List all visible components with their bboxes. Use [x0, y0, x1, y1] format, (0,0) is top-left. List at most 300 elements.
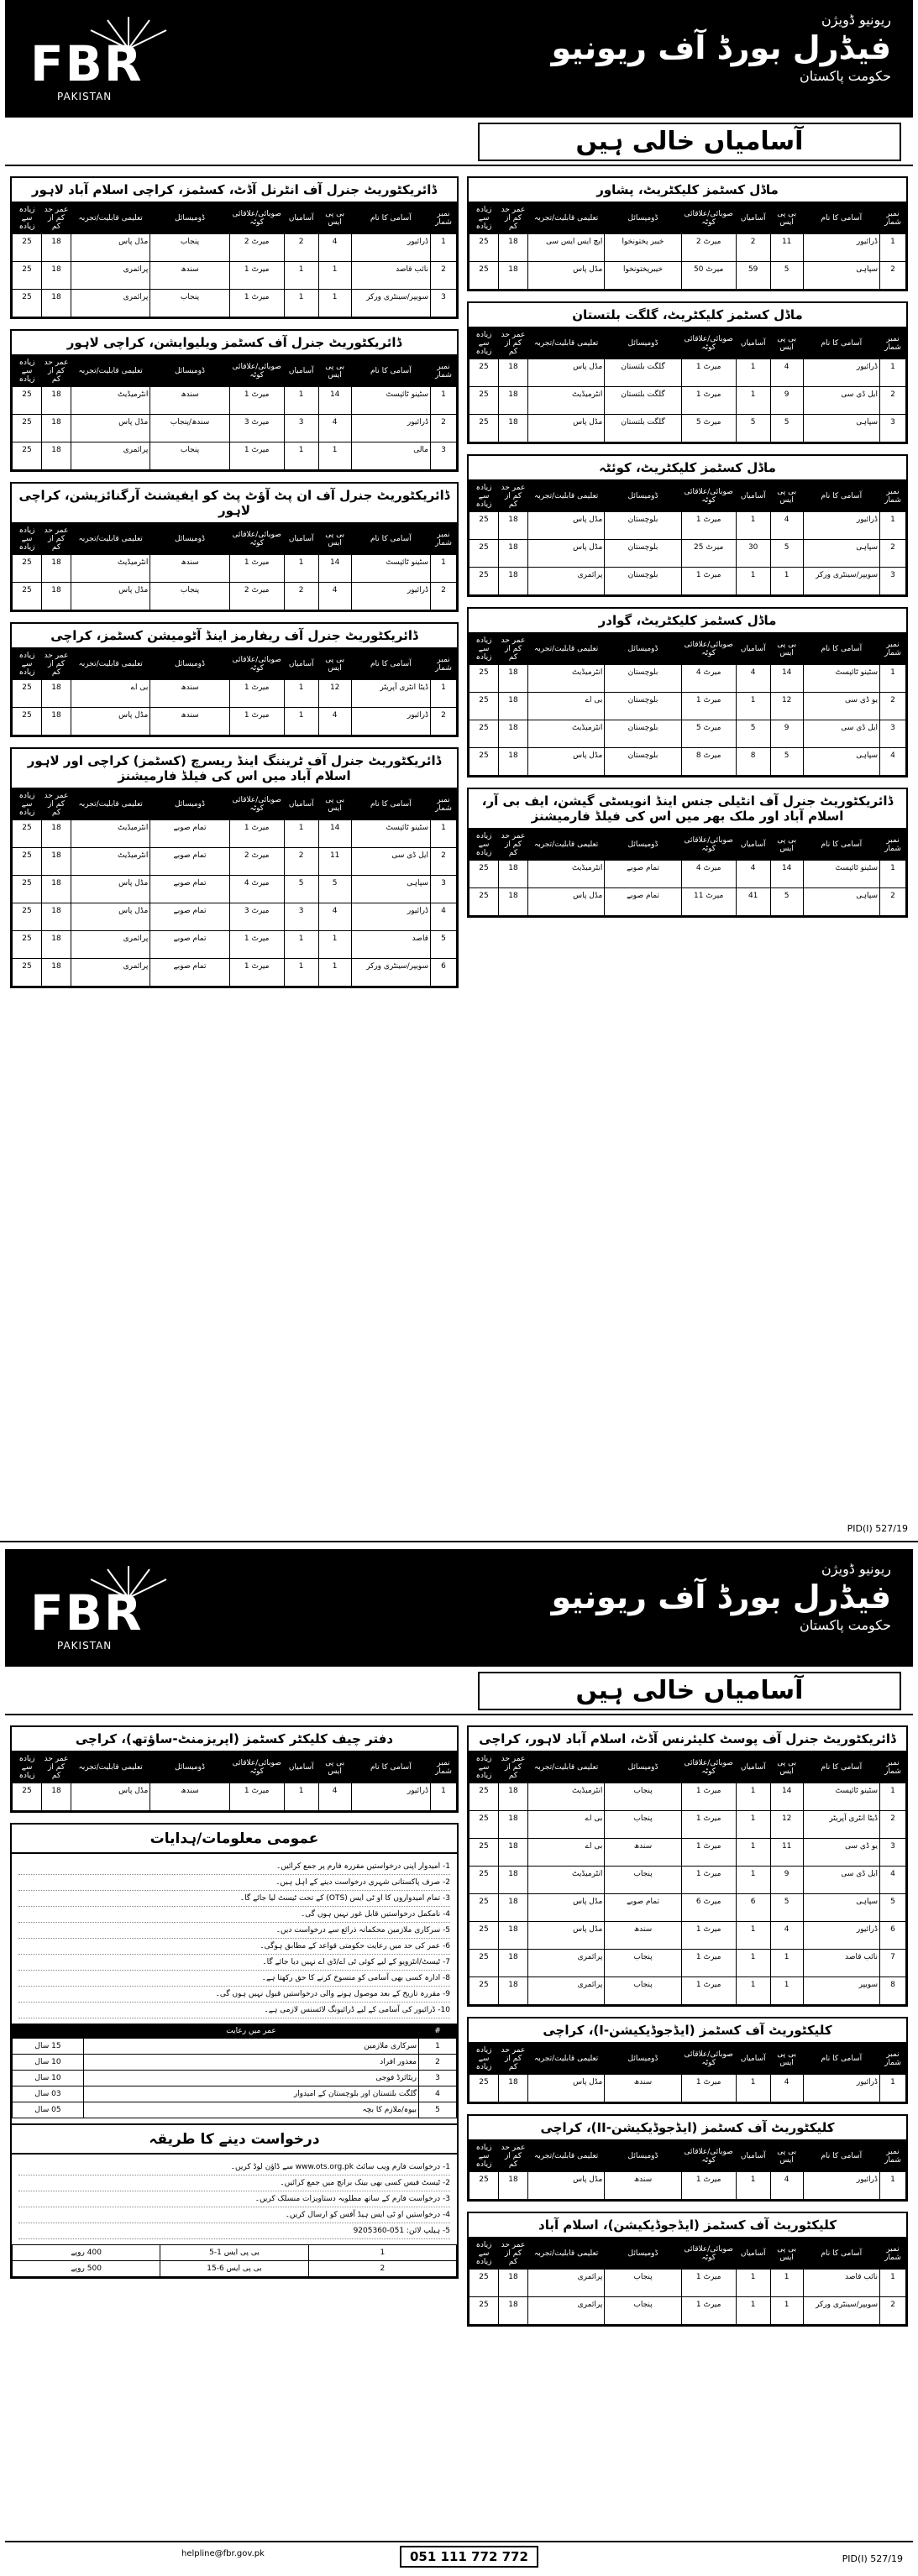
table-cell: 1 — [880, 861, 906, 888]
table-cell: 1 — [736, 512, 770, 540]
table-cell: خیبرپختونخوا — [605, 262, 681, 290]
table-cell: ایچ ایس ایس سی — [528, 234, 605, 262]
table-cell: میرٹ 1 — [229, 959, 284, 987]
table-cell: 5 — [736, 415, 770, 442]
table-cell: سندھ — [150, 387, 229, 415]
table-cell: 18 — [499, 1950, 528, 1977]
table-row — [469, 693, 906, 720]
table-cell: مڈل پاس — [71, 583, 150, 610]
table-cell: 6 — [431, 959, 457, 987]
table-cell: 25 — [469, 720, 499, 748]
table-cell: پرائمری — [71, 262, 150, 290]
column-header: صوبائی/علاقائی کوٹہ — [681, 1752, 736, 1783]
table-cell: 18 — [499, 1977, 528, 2005]
column-header: زیادہ سے زیادہ — [13, 203, 42, 234]
table-row — [469, 1922, 906, 1950]
table-cell: 9 — [770, 1867, 803, 1894]
table-cell: 18 — [42, 262, 71, 290]
table-cell: 18 — [499, 415, 528, 442]
logo-text: FBR — [30, 1584, 144, 1641]
table-cell: 25 — [469, 2270, 499, 2297]
table-cell: 1 — [284, 820, 318, 848]
table-cell: 18 — [42, 583, 71, 610]
table-cell: پنجاب — [605, 2297, 681, 2325]
table-cell: 1 — [431, 387, 457, 415]
age-col-category: عمر میں رعایت — [84, 2024, 419, 2039]
table-cell: میرٹ 1 — [681, 2297, 736, 2325]
table-cell: ڈرائیور — [803, 2172, 879, 2200]
table-cell: 1 — [318, 959, 351, 987]
table-cell: میرٹ 1 — [681, 512, 736, 540]
column-header: زیادہ سے زیادہ — [469, 634, 499, 665]
table-cell: ڈرائیور — [351, 903, 430, 931]
column-header: ڈومیسائل — [605, 2141, 681, 2172]
table-cell: 6 — [736, 1894, 770, 1922]
table-cell: 25 — [469, 415, 499, 442]
table-cell: 1 — [736, 693, 770, 720]
table-cell: 1 — [431, 680, 457, 708]
table-cell: 1 — [880, 2172, 906, 2200]
table-cell: 18 — [499, 720, 528, 748]
table-cell: بی اے — [528, 693, 605, 720]
table-cell: نائب قاصد — [803, 1950, 879, 1977]
table-cell: ایل ڈی سی — [803, 720, 879, 748]
table-cell: پرائمری — [71, 442, 150, 470]
column-header: زیادہ سے زیادہ — [469, 2044, 499, 2075]
table-cell: 18 — [499, 665, 528, 693]
column-header: آسامیاں — [284, 1752, 318, 1783]
table-cell: 41 — [736, 888, 770, 916]
table-cell: 25 — [13, 555, 42, 583]
column-header: عمر حد کم از کم — [499, 328, 528, 359]
table-row — [469, 1839, 906, 1867]
table-row — [469, 512, 906, 540]
table-cell: 2 — [284, 848, 318, 876]
table-cell: 4 — [880, 1867, 906, 1894]
table-row — [13, 876, 457, 903]
column-header: نمبر شمار — [880, 203, 906, 234]
table-cell: 5 — [318, 876, 351, 903]
board-name: فیڈرل بورڈ آف ریونیو — [551, 29, 891, 66]
table-cell: 1 — [284, 387, 318, 415]
table-cell: پنجاب — [150, 234, 229, 262]
column-header: زیادہ سے زیادہ — [469, 2238, 499, 2270]
table-cell: 11 — [770, 234, 803, 262]
section-title: کلیکٹوریٹ آف کسٹمز (ایڈجوڈیکیشن-I)، کراچی — [469, 2018, 906, 2043]
column-header: ڈومیسائل — [605, 203, 681, 234]
column-header: آسامیاں — [736, 2044, 770, 2075]
table-cell: 18 — [499, 2075, 528, 2102]
table-cell: 1 — [736, 568, 770, 595]
instruction-item: 8- ادارہ کسی بھی آسامی کو منسوخ کرنے کا حق رکھتا ہے۔ — [18, 1971, 450, 1987]
table-row — [469, 1977, 906, 2005]
phone-number: 051 111 772 772 — [400, 2546, 538, 2568]
table-cell: تمام صوبے — [150, 820, 229, 848]
table-cell: انٹرمیڈیٹ — [528, 387, 605, 415]
table-cell: میرٹ 1 — [681, 1811, 736, 1839]
table-cell: 4 — [770, 2172, 803, 2200]
table-row — [469, 2270, 906, 2297]
table-cell: 1 — [431, 820, 457, 848]
table-cell: 25 — [469, 1839, 499, 1867]
table-cell: 10 سال — [13, 2071, 84, 2086]
column-header: نمبر شمار — [880, 634, 906, 665]
table-cell: 25 — [469, 1950, 499, 1977]
table-cell: 18 — [499, 234, 528, 262]
apply-item: 1- درخواست فارم ویب سائٹ www.ots.org.pk سے ڈاؤن لوڈ کریں۔ — [18, 2160, 450, 2175]
column-header: نمبر شمار — [431, 356, 457, 387]
table-cell: مڈل پاس — [528, 888, 605, 916]
table-cell: مڈل پاس — [528, 540, 605, 568]
column-header: آسامی کا نام — [803, 2238, 879, 2270]
table-cell: 18 — [42, 959, 71, 987]
table-row — [469, 262, 906, 290]
table-row — [13, 387, 457, 415]
column-header: آسامیاں — [284, 203, 318, 234]
table-cell: 18 — [499, 540, 528, 568]
table-cell: پرائمری — [71, 931, 150, 959]
vacancy-table — [12, 355, 457, 470]
apply-title: درخواست دینے کا طریقہ — [12, 2123, 457, 2155]
table-row — [469, 415, 906, 442]
fee-table — [12, 2244, 457, 2277]
header — [5, 0, 913, 118]
table-cell: 1 — [880, 665, 906, 693]
table-cell: 1 — [770, 2297, 803, 2325]
vacancy-table — [469, 2043, 906, 2102]
table-cell: 1 — [284, 708, 318, 736]
column-header: آسامیاں — [736, 1752, 770, 1783]
table-cell: بی پی ایس 6-15 — [160, 2261, 308, 2277]
table-cell: 5 — [770, 262, 803, 290]
table-cell: 18 — [499, 568, 528, 595]
table-cell: 2 — [880, 2297, 906, 2325]
table-cell: 9 — [770, 387, 803, 415]
table-cell: یو ڈی سی — [803, 1839, 879, 1867]
division-name: ریونیو ڈویژن — [821, 1561, 891, 1577]
table-cell: 18 — [499, 2270, 528, 2297]
table-cell: 4 — [736, 665, 770, 693]
column-header: صوبائی/علاقائی کوٹہ — [229, 1752, 284, 1783]
table-cell: 25 — [13, 234, 42, 262]
table-cell: سویپر/سینٹری ورکر — [351, 959, 430, 987]
table-cell: 15 سال — [13, 2039, 84, 2055]
age-col-no: # — [419, 2024, 457, 2039]
table-cell: پرائمری — [528, 2270, 605, 2297]
column-header: زیادہ سے زیادہ — [13, 789, 42, 820]
pid-number-2: PID(I) 527/19 — [842, 2553, 903, 2564]
table-cell: گلگت بلتستان — [605, 387, 681, 415]
column-header: آسامیاں — [284, 649, 318, 680]
column-header: تعلیمی قابلیت/تجربہ — [528, 1752, 605, 1783]
column-header: آسامی کا نام — [803, 203, 879, 234]
table-cell: 5 — [431, 931, 457, 959]
table-cell: 2 — [880, 888, 906, 916]
column-header: آسامیاں — [736, 328, 770, 359]
instruction-item: 9- مقررہ تاریخ کے بعد موصول ہونے والی درخواستیں قبول نہیں ہوں گی۔ — [18, 1987, 450, 2003]
table-cell: میرٹ 11 — [681, 888, 736, 916]
column-header: ڈومیسائل — [605, 2238, 681, 2270]
column-header: تعلیمی قابلیت/تجربہ — [528, 830, 605, 861]
government-name: حکومت پاکستان — [799, 68, 891, 84]
table-cell: 1 — [736, 1922, 770, 1950]
table-cell: ڈرائیور — [351, 234, 430, 262]
table-row — [13, 903, 457, 931]
general-info-title: عمومی معلومات/ہدایات — [12, 1825, 457, 1854]
table-cell: تمام صوبے — [150, 903, 229, 931]
table-cell: مڈل پاس — [71, 708, 150, 736]
table-cell: 1 — [770, 2270, 803, 2297]
table-cell: 18 — [499, 2297, 528, 2325]
column-header: آسامیاں — [736, 2141, 770, 2172]
table-cell: 1 — [736, 1977, 770, 2005]
table-cell: پنجاب — [605, 1867, 681, 1894]
table-row — [13, 2261, 457, 2277]
table-cell: 18 — [499, 262, 528, 290]
title-bar — [5, 118, 913, 166]
table-cell: 1 — [880, 2075, 906, 2102]
table-cell: 14 — [318, 555, 351, 583]
column-header: ڈومیسائل — [150, 524, 229, 555]
column-header: بی پی ایس — [770, 2044, 803, 2075]
table-cell: سندھ — [150, 262, 229, 290]
column-header: عمر حد کم از کم — [499, 2044, 528, 2075]
vacancy-table — [12, 648, 457, 736]
table-cell: بی اے — [528, 1811, 605, 1839]
column-header: بی پی ایس — [318, 524, 351, 555]
table-cell: 1 — [284, 555, 318, 583]
column-header: آسامی کا نام — [803, 328, 879, 359]
table-cell: 4 — [770, 1922, 803, 1950]
table-cell: 1 — [736, 2075, 770, 2102]
column-header: صوبائی/علاقائی کوٹہ — [681, 830, 736, 861]
table-cell: 1 — [284, 959, 318, 987]
column-header: بی پی ایس — [318, 203, 351, 234]
column-header: زیادہ سے زیادہ — [469, 481, 499, 512]
table-cell: پنجاب — [605, 1811, 681, 1839]
table-cell: سپاہی — [803, 1894, 879, 1922]
column-header: آسامی کا نام — [351, 789, 430, 820]
column-header: تعلیمی قابلیت/تجربہ — [528, 203, 605, 234]
column-header: بی پی ایس — [770, 328, 803, 359]
table-row — [13, 442, 457, 470]
table-cell: میرٹ 4 — [229, 876, 284, 903]
pid-number: PID(I) 527/19 — [847, 1523, 908, 1534]
table-cell: 18 — [499, 861, 528, 888]
table-cell: 25 — [469, 262, 499, 290]
table-cell: سٹینو ٹائپسٹ — [803, 861, 879, 888]
table-cell: پنجاب — [150, 290, 229, 317]
table-cell: میرٹ 3 — [229, 415, 284, 442]
instruction-item: 3- تمام امیدواروں کا او ٹی ایس (OTS) کے تحت ٹیسٹ لیا جائے گا۔ — [18, 1891, 450, 1907]
table-cell: 4 — [318, 1783, 351, 1811]
table-cell: میرٹ 1 — [229, 820, 284, 848]
table-cell: 1 — [318, 290, 351, 317]
vacancy-table — [469, 2140, 906, 2200]
table-cell: 4 — [318, 708, 351, 736]
office-section — [10, 622, 459, 737]
column-header: آسامیاں — [736, 830, 770, 861]
table-cell: 25 — [469, 693, 499, 720]
table-cell: بلوچستان — [605, 720, 681, 748]
column-header: نمبر شمار — [431, 649, 457, 680]
table-cell: ڈیٹا انٹری آپریٹر — [803, 1811, 879, 1839]
column-header: نمبر شمار — [880, 328, 906, 359]
column-header: بی پی ایس — [318, 1752, 351, 1783]
table-cell: میرٹ 50 — [681, 262, 736, 290]
table-cell: 10 سال — [13, 2055, 84, 2071]
table-cell: 25 — [469, 234, 499, 262]
table-cell: ایل ڈی سی — [803, 1867, 879, 1894]
table-cell: سپاہی — [803, 415, 879, 442]
vacancy-table — [12, 523, 457, 610]
column-header: ڈومیسائل — [605, 634, 681, 665]
table-cell: 1 — [736, 387, 770, 415]
table-cell: مڈل پاس — [528, 2172, 605, 2200]
table-cell: 3 — [431, 290, 457, 317]
table-cell: مڈل پاس — [71, 876, 150, 903]
table-cell: 03 سال — [13, 2086, 84, 2102]
table-cell: 25 — [13, 959, 42, 987]
table-cell: بی پی ایس 1-5 — [160, 2245, 308, 2261]
table-cell: بلوچستان — [605, 512, 681, 540]
logo-subtext: PAKISTAN — [57, 1640, 113, 1652]
table-cell: میرٹ 2 — [229, 848, 284, 876]
column-header: تعلیمی قابلیت/تجربہ — [71, 1752, 150, 1783]
table-cell: 18 — [42, 931, 71, 959]
table-row — [13, 2102, 457, 2118]
section-title: ڈائریکٹوریٹ جنرل آف پوسٹ کلیئرنس آڈٹ، اسلام آباد لاہور، کراچی — [469, 1727, 906, 1751]
column-header: نمبر شمار — [431, 524, 457, 555]
column-header: آسامی کا نام — [803, 2044, 879, 2075]
column-header: نمبر شمار — [431, 203, 457, 234]
column-header: زیادہ سے زیادہ — [13, 649, 42, 680]
column-header: بی پی ایس — [770, 2141, 803, 2172]
table-cell: 25 — [13, 442, 42, 470]
table-cell: 18 — [42, 708, 71, 736]
table-cell: 18 — [499, 1811, 528, 1839]
table-cell: 1 — [284, 931, 318, 959]
table-cell: ڈرائیور — [351, 415, 430, 442]
table-row — [469, 1950, 906, 1977]
table-cell: 1 — [284, 442, 318, 470]
page-title-2: آسامیاں خالی ہیں — [478, 1672, 901, 1710]
table-cell: 18 — [499, 1894, 528, 1922]
table-cell: 18 — [499, 1922, 528, 1950]
table-cell: میرٹ 1 — [681, 568, 736, 595]
table-cell: 8 — [880, 1977, 906, 2005]
age-col-years — [13, 2024, 84, 2039]
table-cell: انٹرمیڈیٹ — [71, 848, 150, 876]
government-name: حکومت پاکستان — [799, 1617, 891, 1633]
instruction-item: 1- امیدوار اپنی درخواستیں مقررہ فارم پر جمع کرائیں۔ — [18, 1859, 450, 1875]
table-cell: 4 — [318, 903, 351, 931]
table-cell: مڈل پاس — [528, 262, 605, 290]
table-cell: 18 — [499, 1783, 528, 1811]
table-row — [469, 2075, 906, 2102]
column-header: صوبائی/علاقائی کوٹہ — [681, 634, 736, 665]
table-cell: 25 — [469, 1867, 499, 1894]
table-cell: 25 — [469, 512, 499, 540]
table-cell: 2 — [880, 540, 906, 568]
table-cell: میرٹ 1 — [229, 442, 284, 470]
table-cell: سندھ — [605, 1839, 681, 1867]
table-cell: سپاہی — [351, 876, 430, 903]
table-row — [469, 568, 906, 595]
fbr-logo — [24, 15, 183, 107]
table-cell: 1 — [736, 359, 770, 387]
column-header: ڈومیسائل — [605, 1752, 681, 1783]
column-header: عمر حد کم از کم — [42, 1752, 71, 1783]
table-cell: 18 — [499, 359, 528, 387]
logo-text: FBR — [30, 35, 144, 92]
instruction-item: 5- سرکاری ملازمین محکمانہ ذرائع سے درخواست دیں۔ — [18, 1923, 450, 1939]
table-cell: 18 — [499, 693, 528, 720]
table-cell: سپاہی — [803, 540, 879, 568]
column-header: صوبائی/علاقائی کوٹہ — [681, 2044, 736, 2075]
table-cell: 1 — [284, 680, 318, 708]
column-header: تعلیمی قابلیت/تجربہ — [528, 2238, 605, 2270]
table-row — [13, 1783, 457, 1811]
table-cell: 25 — [13, 708, 42, 736]
column-header: آسامیاں — [284, 789, 318, 820]
office-section — [467, 607, 908, 778]
table-cell: 3 — [284, 903, 318, 931]
section-title: کلیکٹوریٹ آف کسٹمز (ایڈجوڈیکیشن)، اسلام آباد — [469, 2213, 906, 2238]
table-cell: 1 — [736, 1867, 770, 1894]
table-cell: 3 — [880, 415, 906, 442]
section-title: ڈائریکٹوریٹ جنرل آف کسٹمز ویلیوایشن، کراچی لاہور — [12, 331, 457, 355]
column-header: آسامی کا نام — [351, 1752, 430, 1783]
table-cell: 1 — [880, 234, 906, 262]
column-header: ڈومیسائل — [150, 356, 229, 387]
column-header: نمبر شمار — [880, 1752, 906, 1783]
instruction-item: 7- ٹیسٹ/انٹرویو کے لیے کوئی ٹی اے/ڈی اے نہیں دیا جائے گا۔ — [18, 1955, 450, 1971]
table-cell: 1 — [308, 2245, 456, 2261]
table-cell: مڈل پاس — [528, 1922, 605, 1950]
table-cell: 8 — [736, 748, 770, 776]
column-header: صوبائی/علاقائی کوٹہ — [681, 2141, 736, 2172]
table-cell: میرٹ 5 — [681, 720, 736, 748]
table-cell: مڈل پاس — [71, 1783, 150, 1811]
table-cell: خیبر پختونخوا — [605, 234, 681, 262]
table-cell: مڈل پاس — [528, 748, 605, 776]
table-cell: 30 — [736, 540, 770, 568]
table-cell: 14 — [770, 1783, 803, 1811]
table-cell: 5 — [880, 1894, 906, 1922]
table-cell: میرٹ 1 — [681, 1867, 736, 1894]
table-cell: مڈل پاس — [71, 415, 150, 442]
table-cell: 2 — [419, 2055, 457, 2071]
table-row — [469, 359, 906, 387]
table-cell: مڈل پاس — [528, 415, 605, 442]
table-cell: تمام صوبے — [605, 861, 681, 888]
column-header: عمر حد کم از کم — [42, 356, 71, 387]
column-header: آسامیاں — [736, 481, 770, 512]
table-cell: 25 — [13, 903, 42, 931]
table-cell: 2 — [880, 387, 906, 415]
table-cell: میرٹ 2 — [229, 583, 284, 610]
column-header: آسامی کا نام — [351, 356, 430, 387]
column-header: آسامی کا نام — [803, 634, 879, 665]
table-cell: انٹرمیڈیٹ — [528, 861, 605, 888]
table-cell: سٹینو ٹائپسٹ — [351, 387, 430, 415]
table-cell: پرائمری — [528, 1950, 605, 1977]
table-cell: 18 — [499, 387, 528, 415]
page-2 — [0, 1549, 918, 2576]
table-cell: 25 — [13, 583, 42, 610]
table-cell: 1 — [431, 1783, 457, 1811]
